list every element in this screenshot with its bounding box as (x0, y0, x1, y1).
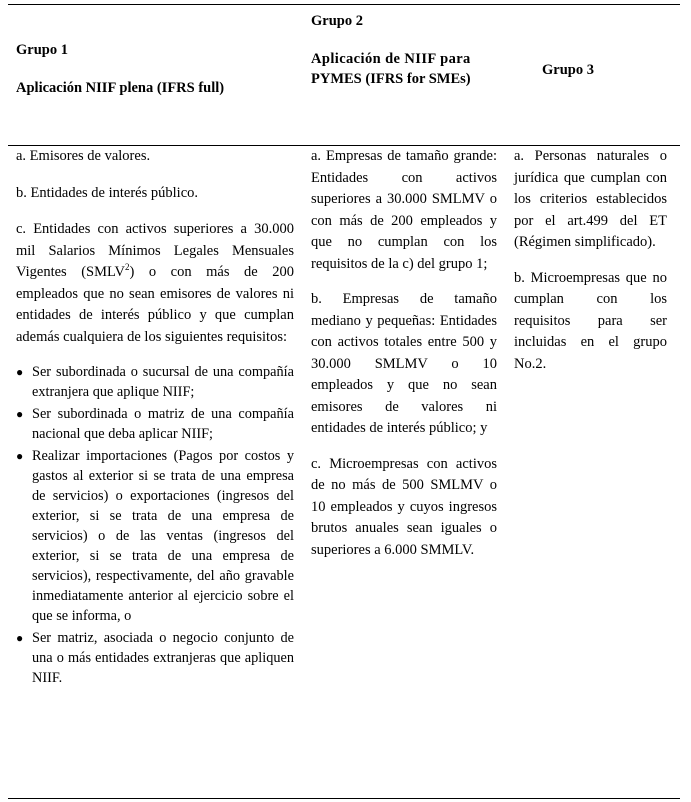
group-2-item-a: a. Empresas de tamaño grande: Entidades con activos superiores a 30.000 SMLMV o con más de 200 empleados y que no cumplan con los requisitos de la c) del grupo 1; (311, 148, 497, 272)
group-2-item-b: b. Empresas de tamaño mediano y pequeñas: Entidades con activos totales entre 500 y 30.000 SMLMV o 10 empleados y que no sean emisores de valores ni entidades de interés público; y (311, 291, 497, 436)
group-2-subtitle-line1: Aplicación de NIIF para (311, 51, 471, 67)
list-item: ● Realizar importaciones (Pagos por costos y gastos al exterior si se trata de una empresa de servicios) o exportaciones (ingresos del exterior, si se trata de una empresa de servicios) o de las ventas (ingresos del exterior, si se trata de una empresa de servicios), respectivamente, del año gravable inmediatamente anterior al ejercicio sobre el que se informa, o (16, 448, 294, 624)
list-item: ● Ser matriz, asociada o negocio conjunto de una o más entidades extranjeras que apliquen NIIF. (16, 630, 294, 686)
group-2-title: Grupo 2 (311, 13, 363, 29)
group-3-title: Grupo 3 (542, 62, 594, 78)
group-3-column (514, 146, 667, 375)
group-2-column (311, 146, 497, 561)
group-1-title: Grupo 1 (16, 42, 68, 58)
header-group-3 (542, 60, 662, 80)
group-1-item-c: c. Entidades con activos superiores a 30.000 mil Salarios Mínimos Legales Mensuales Vigentes (SMLV$^2$) o con más de 200 empleados que no sean emisores de valores ni entidades de interés público y que cumplan además cualquiera de los siguientes requisitos: (16, 221, 294, 345)
header-group-1 (16, 40, 296, 98)
list-item: ● Ser subordinada o sucursal de una compañía extranjera que aplique NIIF; (16, 364, 294, 400)
bullet-icon: ● (16, 631, 24, 645)
footnote-marker: 2 (125, 262, 130, 273)
group-3-item-b: b. Microempresas que no cumplan con los requisitos para ser incluidas en el grupo No.2. (514, 269, 667, 372)
group-1-requirements-list (16, 362, 294, 688)
group-1-item-a: a. Emisores de valores. (16, 148, 151, 164)
table-bottom-rule (8, 798, 680, 799)
bullet-icon: ● (16, 449, 24, 463)
list-item: ● Ser subordinada o matriz de una compañía nacional que deba aplicar NIIF; (16, 406, 294, 442)
group-1-column (16, 146, 294, 690)
bullet-icon: ● (16, 407, 24, 421)
group-1-item-b: b. Entidades de interés público. (16, 184, 199, 201)
header-group-2 (311, 11, 511, 89)
table-top-rule (8, 4, 680, 5)
bullet-icon: ● (16, 365, 24, 379)
group-1-subtitle: Aplicación NIIF plena (IFRS full) (16, 80, 225, 96)
group-2-item-c: c. Microempresas con activos de no más de 500 SMLMV o 10 empleados y cuyos ingresos brutos anuales sean iguales o superiores a 6.000 SMMLV. (311, 455, 497, 558)
group-3-item-a: a. Personas naturales o jurídica que cumplan con los criterios establecidos por el art.499 del ET (Régimen simplificado). (514, 148, 667, 250)
group-2-subtitle-line2: PYMES (IFRS for SMEs) (311, 71, 471, 87)
